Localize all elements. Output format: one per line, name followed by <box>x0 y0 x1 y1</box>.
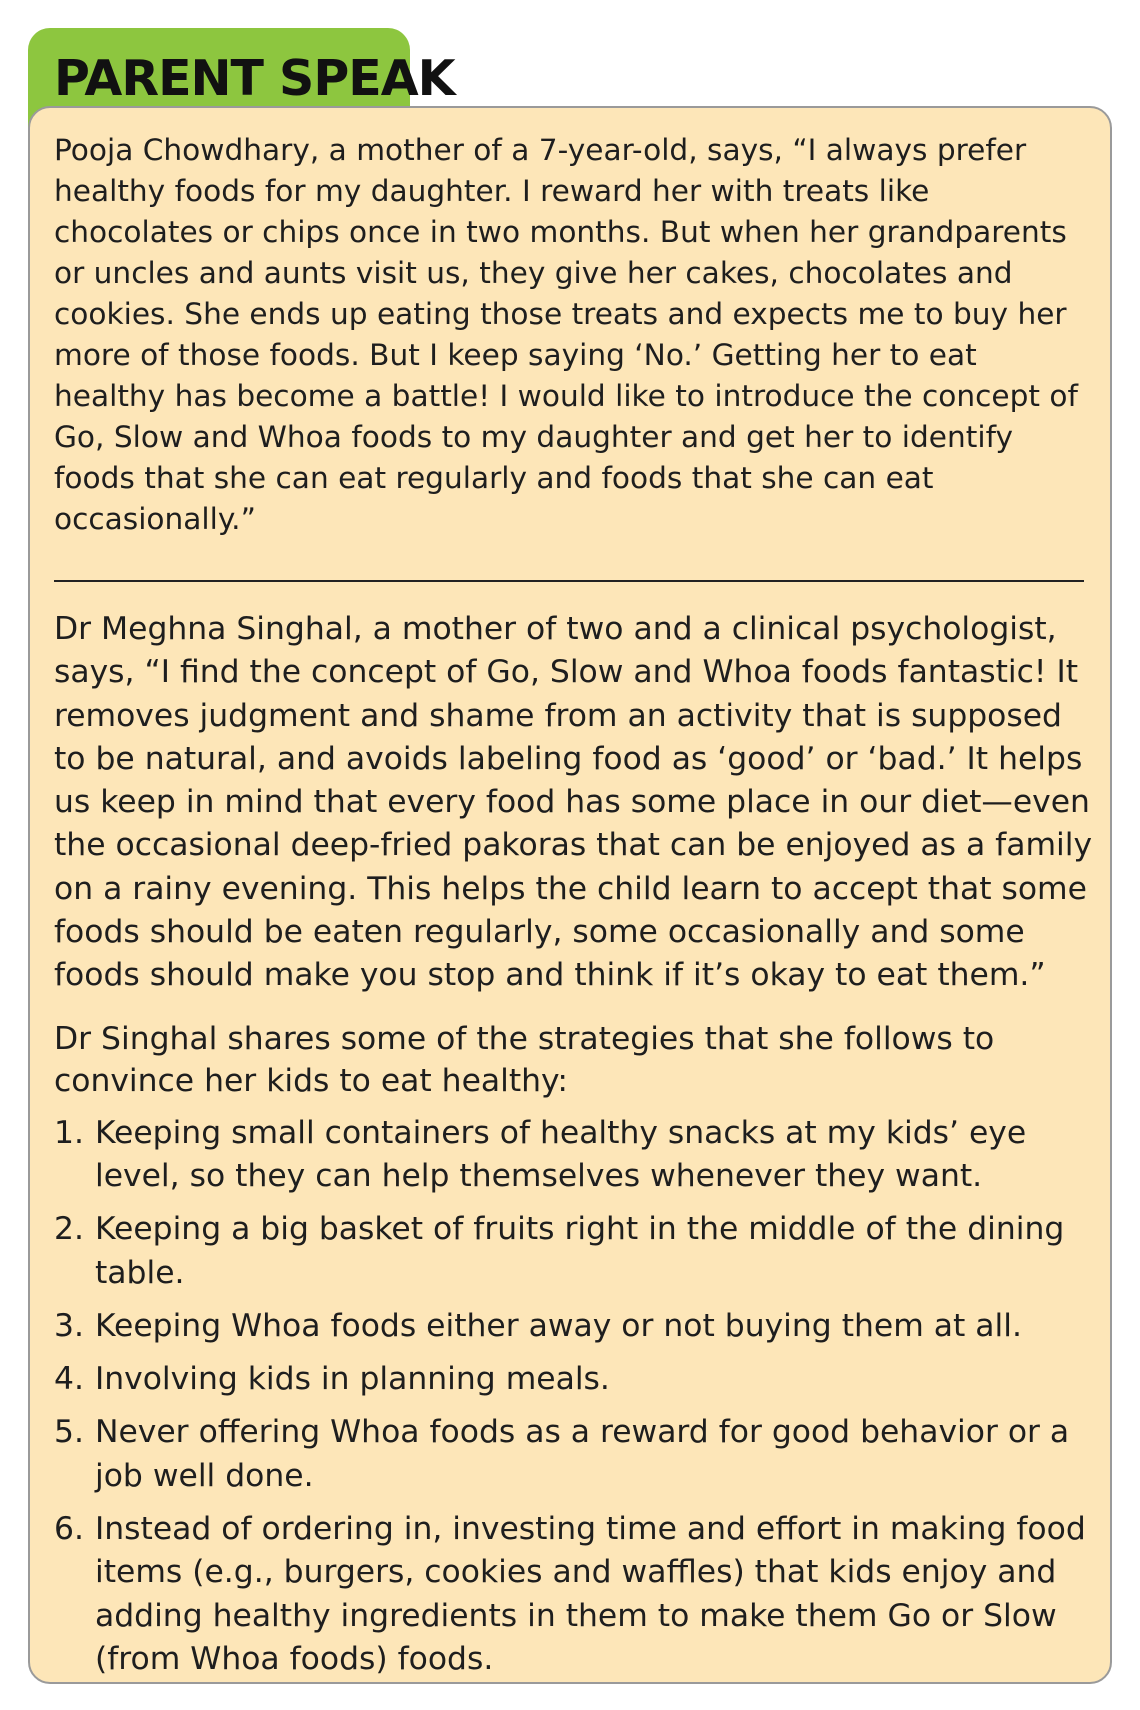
section-title: PARENT SPEAK <box>54 50 455 107</box>
list-item-number: 3. <box>54 1307 84 1344</box>
list-item-text: Involving kids in planning meals. <box>95 1361 610 1398</box>
list-item <box>54 1358 1094 1401</box>
list-item-text: Keeping small containers of healthy snacks at my kids’ eye level, so they can help themselves whenever they want. <box>95 1114 1027 1194</box>
divider <box>54 580 1084 582</box>
list-item-text: Keeping a big basket of fruits right in the middle of the dining table. <box>95 1211 1065 1291</box>
strategies-list <box>54 1112 1094 1682</box>
list-item <box>54 1411 1094 1498</box>
list-item-text: Instead of ordering in, investing time and effort in making food items (e.g., burgers, cookies and waffles) that kids enjoy and adding healthy ingredients in them to make them Go or Slow (from Whoa foods) foods. <box>95 1511 1086 1677</box>
parent-quote-pooja: Pooja Chowdhary, a mother of a 7-year-old, says, “I always prefer healthy foods for my daughter. I reward her with treats like chocolates or chips once in two months. But when her grandparents or uncles and aunts visit us, they give her cakes, chocolates and cookies. She ends up eating those treats and expects me to buy her more of those foods. But I keep saying ‘No.’ Getting her to eat healthy has become a battle! I would like to introduce the concept of Go, Slow and Whoa foods to my daughter and get her to identify foods that she can eat regularly and foods that she can eat occasionally.” <box>54 133 1078 536</box>
parent-quote-meghna: Dr Meghna Singhal, a mother of two and a clinical psychologist, says, “I find the concept of Go, Slow and Whoa foods fantastic! It removes judgment and shame from an activity that is supposed to be natural, and avoids labeling food as ‘good’ or ‘bad.’ It helps us keep in mind that every food has some place in our diet—even the occasional deep-fried pakoras that can be enjoyed as a family on a rainy evening. This helps the child learn to accept that some foods should be eaten regularly, some occasionally and some foods should make you stop and think if it’s okay to eat them.” <box>54 611 1093 994</box>
list-item <box>54 1208 1094 1295</box>
list-item-number: 4. <box>54 1361 84 1398</box>
list-item-text: Never offering Whoa foods as a reward for good behavior or a job well done. <box>95 1414 1070 1494</box>
list-item <box>54 1305 1094 1348</box>
list-item-number: 2. <box>54 1211 84 1248</box>
list-item-number: 1. <box>54 1114 84 1151</box>
strategies-intro: Dr Singhal shares some of the strategies that she follows to convince her kids to eat healthy: <box>54 1020 995 1099</box>
card-content <box>54 130 1094 1691</box>
list-item <box>54 1508 1094 1681</box>
list-item-number: 6. <box>54 1511 84 1548</box>
list-item-number: 5. <box>54 1414 84 1451</box>
list-item-text: Keeping Whoa foods either away or not buying them at all. <box>95 1307 1022 1344</box>
list-item <box>54 1112 1094 1199</box>
